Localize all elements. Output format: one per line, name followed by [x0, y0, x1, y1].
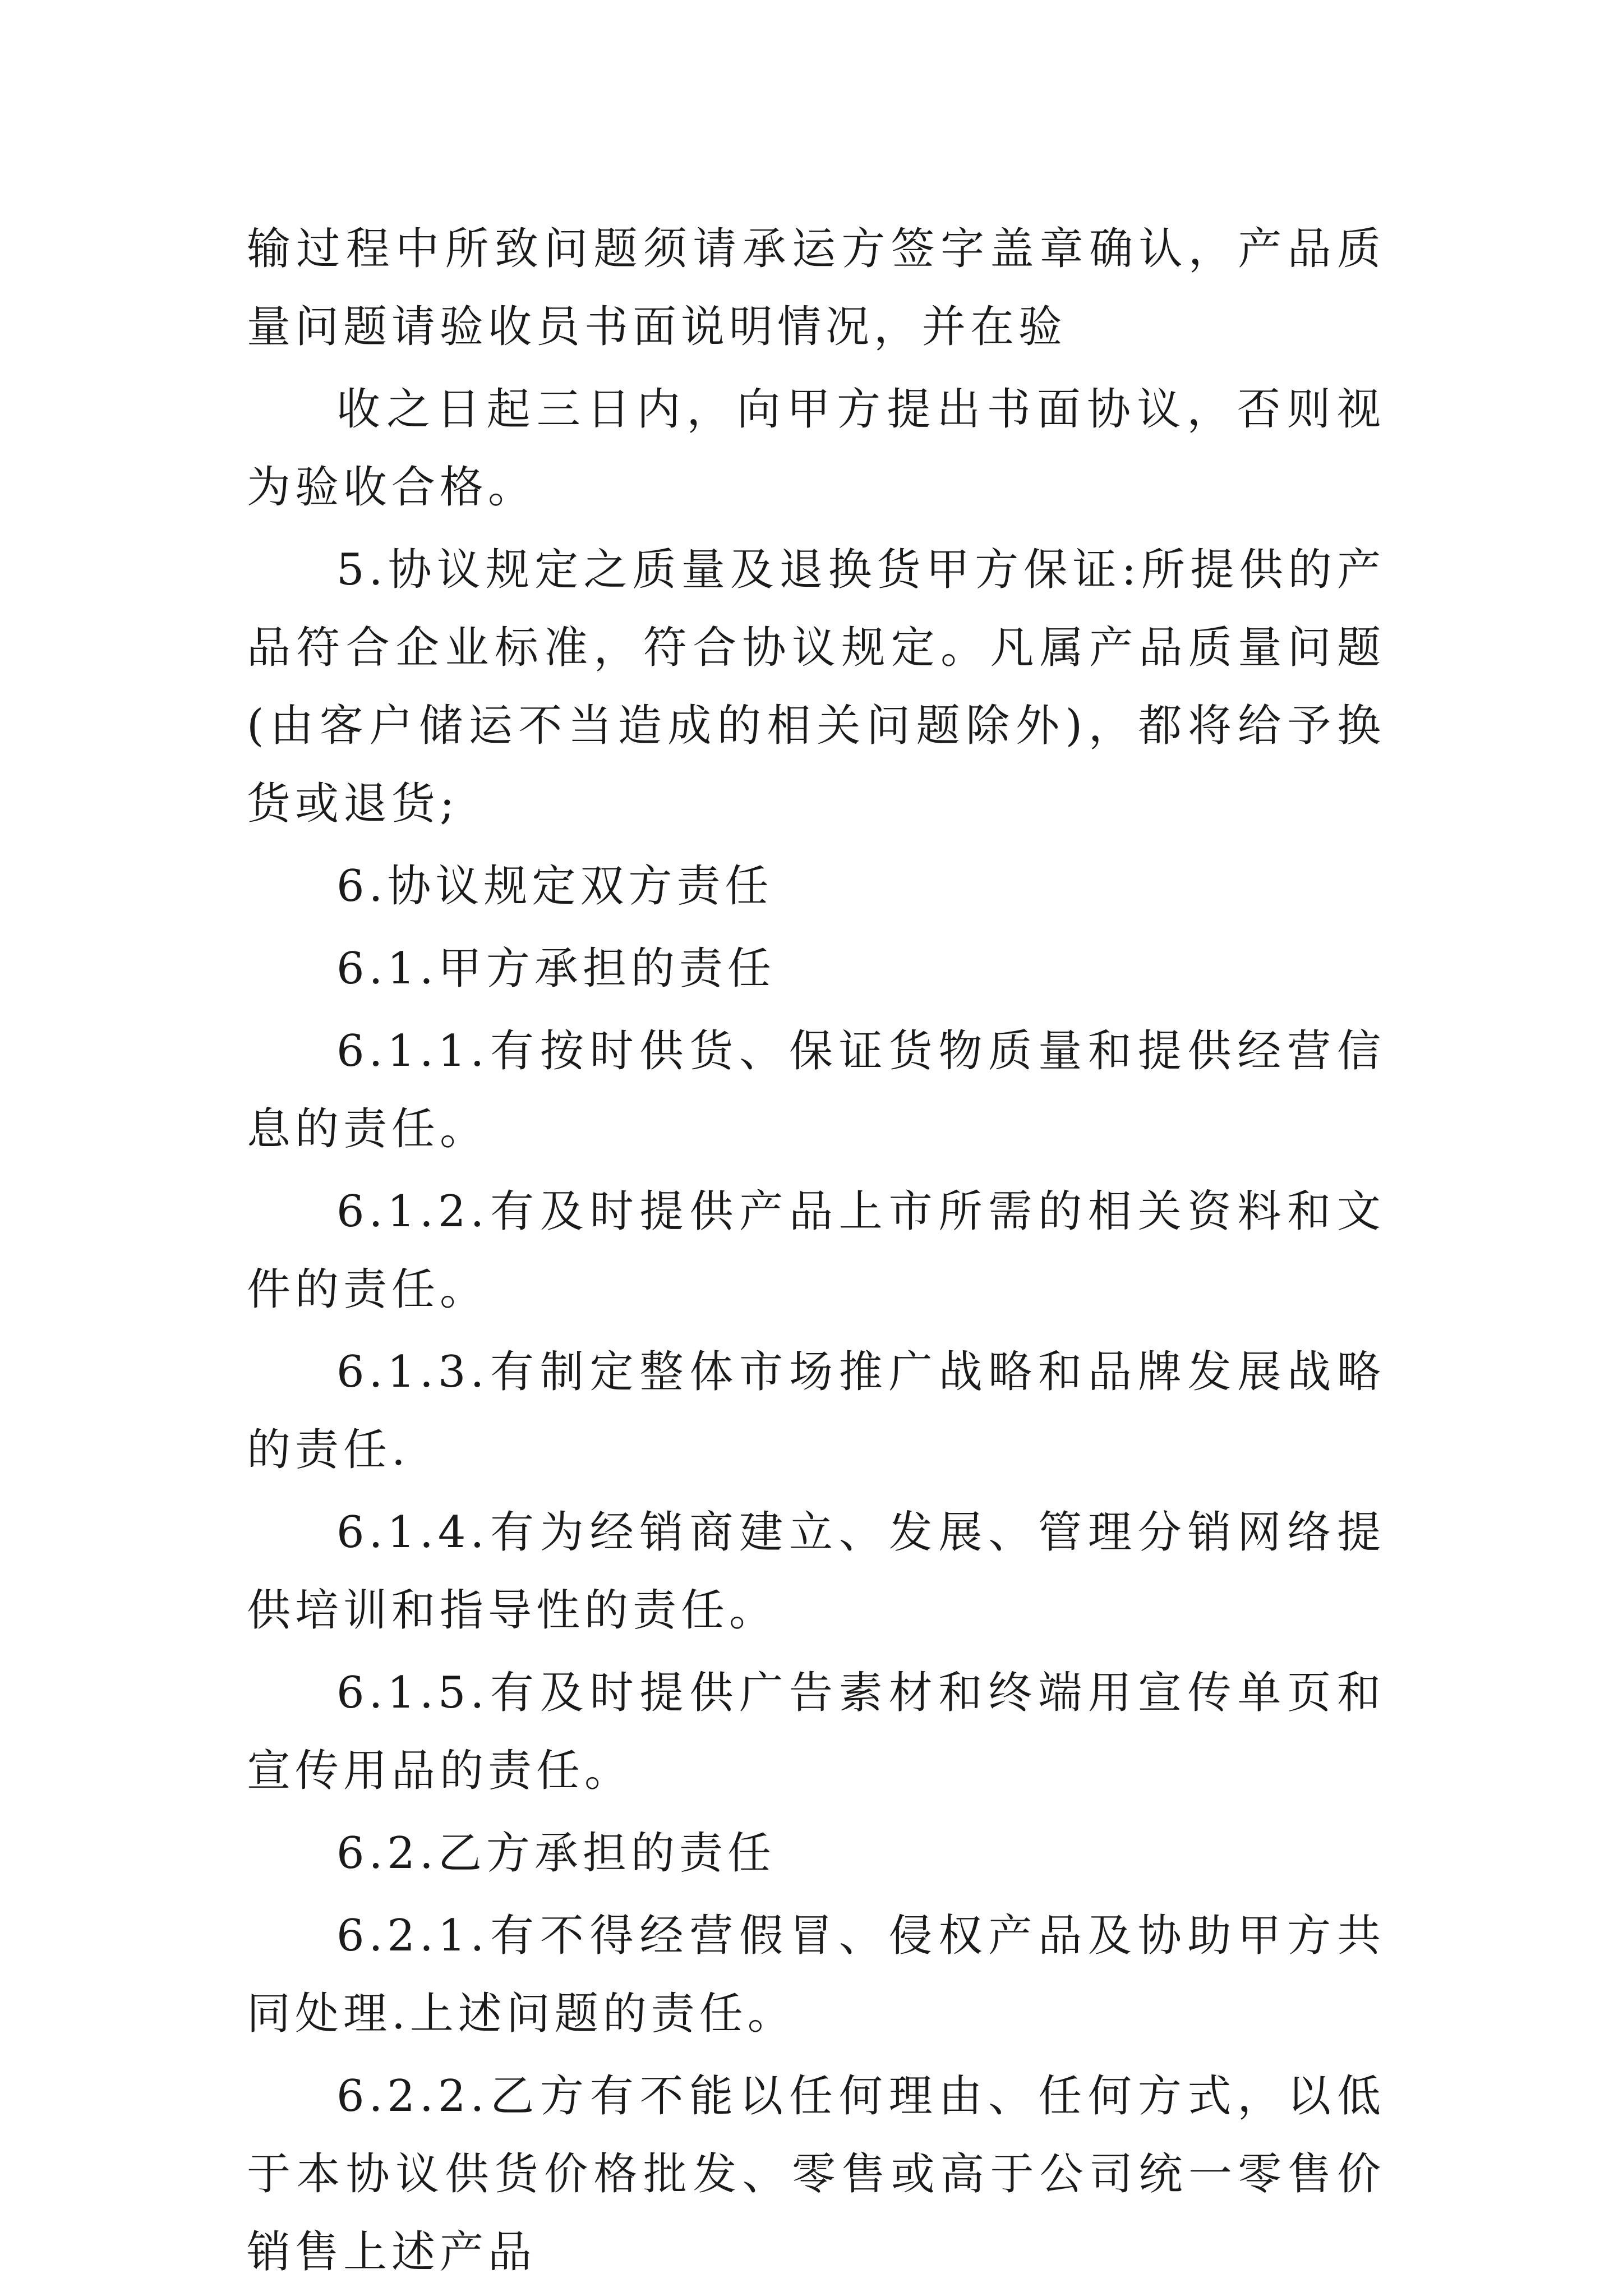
- heading-party-b-responsibilities: 6.2.乙方承担的责任: [336, 1828, 776, 1879]
- paragraph-quality-return: 5.协议规定之质量及退换货甲方保证:所提供的产品符合企业标准，符合协议规定。凡属产品质量问题(由客户储运不当造成的相关问题除外)，都将给予换货或退货;: [247, 545, 1385, 829]
- paragraph-clause-6-1-4: 6.1.4.有为经销商建立、发展、管理分销网络提供培训和指导性的责任。: [247, 1507, 1385, 1636]
- paragraph-clause-6-1-2: 6.1.2.有及时提供产品上市所需的相关资料和文件的责任。: [247, 1186, 1385, 1315]
- heading-responsibilities: 6.协议规定双方责任: [336, 861, 773, 912]
- paragraph-clause-6-2-2: 6.2.2.乙方有不能以任何理由、任何方式，以低于本协议供货价格批发、零售或高于公司统一零售价销售上述产品: [247, 2071, 1385, 2277]
- paragraph-clause-6-1-5: 6.1.5.有及时提供广告素材和终端用宣传单页和宣传用品的责任。: [247, 1668, 1385, 1796]
- paragraph-clause-6-1-1: 6.1.1.有按时供货、保证货物质量和提供经营信息的责任。: [247, 1026, 1385, 1154]
- document-body: [247, 210, 1385, 2292]
- paragraph-clause-6-1-3: 6.1.3.有制定整体市场推广战略和品牌发展战略的责任.: [247, 1347, 1385, 1475]
- heading-party-a-responsibilities: 6.1.甲方承担的责任: [336, 944, 776, 994]
- paragraph-clause-6-2-1: 6.2.1.有不得经营假冒、侵权产品及协助甲方共同处理.上述问题的责任。: [247, 1911, 1385, 2039]
- paragraph-acceptance-deadline: 收之日起三日内，向甲方提出书面协议，否则视为验收合格。: [247, 384, 1385, 513]
- paragraph-shipping-issues: 输过程中所致问题须请承运方签字盖章确认，产品质量问题请验收员书面说明情况，并在验: [247, 224, 1385, 352]
